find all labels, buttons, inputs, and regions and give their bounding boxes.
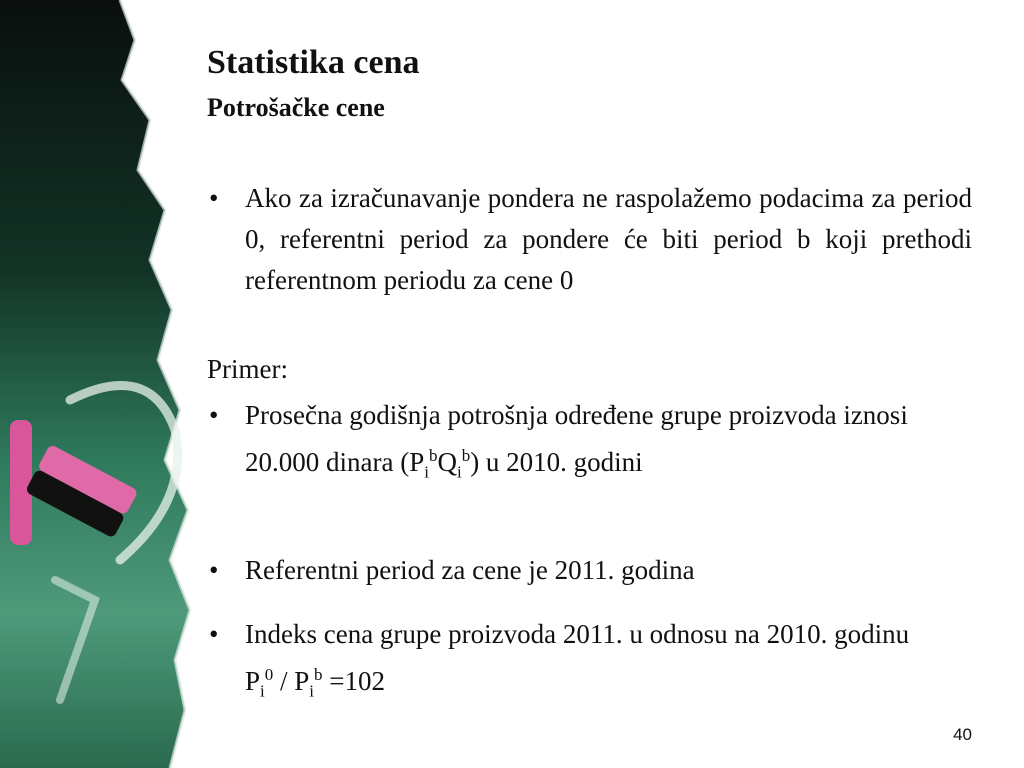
bullet-item-consumption xyxy=(207,392,972,486)
bullet-item-price-index xyxy=(207,611,927,705)
bullet-text: Referentni period za cene je 2011. godina xyxy=(245,555,695,585)
bullet-icon: • xyxy=(209,400,219,430)
slide-subtitle: Potrošačke cene xyxy=(207,93,385,122)
bullet-icon: • xyxy=(209,183,219,213)
bullet-text: Indeks cena grupe proizvoda 2011. u odnosu na 2010. godinu $P_i^0 / P_i^b =102$ xyxy=(245,619,910,701)
example-label: Primer: xyxy=(207,354,288,384)
slide-title: Statistika cena xyxy=(207,44,420,81)
bullet-text: Ako za izračunavanje pondera ne raspolažemo podacima za period 0, referentni period za pondere će biti period b koji prethodi referentnom periodu za cene 0 xyxy=(245,183,972,295)
page-number: 40 xyxy=(953,725,972,744)
bullet-text: Prosečna godišnja potrošnja određene grupe proizvoda iznosi 20.000 dinara $(P_i^bQ_i^b)$ u 2010. godini xyxy=(245,400,908,482)
slide-content xyxy=(207,0,972,768)
chalkboard-decoration xyxy=(0,0,200,768)
bullet-item-weights xyxy=(207,178,972,301)
bullet-item-reference-period xyxy=(207,550,972,591)
bullet-icon: • xyxy=(209,555,219,585)
bullet-icon: • xyxy=(209,619,219,649)
